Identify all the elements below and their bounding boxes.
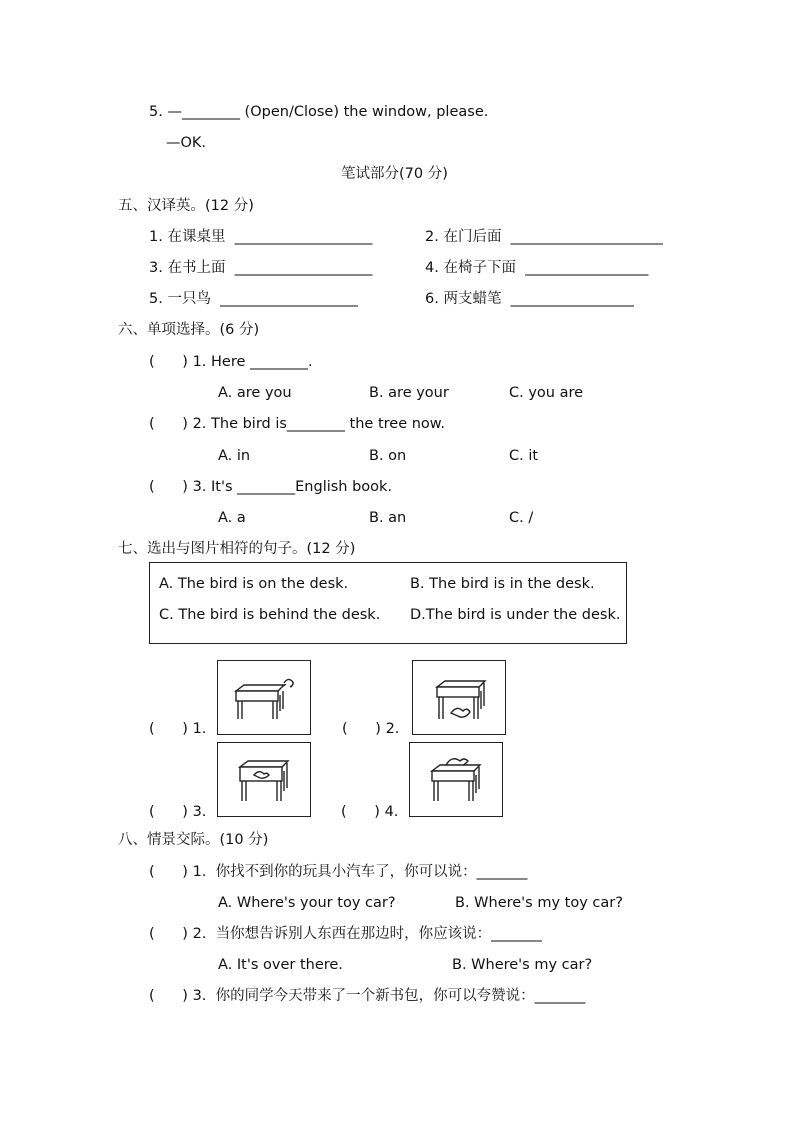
- written-part-title: 笔试部分(70 分): [341, 166, 448, 182]
- section8-q2-option-a: A. It's over there.: [218, 957, 343, 973]
- bird-under-desk-picture: [412, 660, 506, 735]
- section6-q1-stem: ( ) 1. Here ________.: [149, 354, 313, 370]
- q5-line2: —OK.: [166, 135, 207, 151]
- bird-on-desk-picture: [409, 742, 503, 817]
- section7-option-c: C. The bird is behind the desk.: [159, 607, 381, 623]
- section6-q2-option-a: A. in: [218, 448, 251, 464]
- section7-answer-2: ( ) 2.: [342, 721, 400, 737]
- section5-item: 4. 在椅子下面 _________________: [425, 260, 649, 276]
- section8-q1-option-a: A. Where's your toy car?: [218, 895, 396, 911]
- section6-q1-option-c: C. you are: [509, 385, 584, 401]
- section6-q3-stem: ( ) 3. It's ________English book.: [149, 479, 393, 495]
- section6-q2-option-c: C. it: [509, 448, 539, 464]
- section8-q2-stem: ( ) 2. 当你想告诉别人东西在那边时，你应该说：_______: [149, 926, 542, 942]
- section6-q3-option-b: B. an: [369, 510, 407, 526]
- section7-answer-1: ( ) 1.: [149, 721, 207, 737]
- section8-q1-option-b: B. Where's my toy car?: [455, 895, 623, 911]
- section7-option-a: A. The bird is on the desk.: [159, 576, 349, 592]
- section6-q1-option-a: A. are you: [218, 385, 292, 401]
- section7-answer-3: ( ) 3.: [149, 804, 207, 820]
- section8-q2-option-b: B. Where's my car?: [452, 957, 593, 973]
- section7-option-b: B. The bird is in the desk.: [410, 576, 595, 592]
- bird-behind-desk-picture: [217, 660, 311, 735]
- section5-item: 3. 在书上面 ___________________: [149, 260, 373, 276]
- section5-item: 6. 两支蜡笔 _________________: [425, 291, 634, 307]
- section8-title: 八、情景交际。(10 分): [118, 832, 269, 848]
- section5-title: 五、汉译英。(12 分): [118, 198, 254, 214]
- section7-option-d: D.The bird is under the desk.: [410, 607, 621, 623]
- bird-in-desk-picture: [217, 742, 311, 817]
- section8-q1-stem: ( ) 1. 你找不到你的玩具小汽车了，你可以说：_______: [149, 864, 528, 880]
- section7-answer-4: ( ) 4.: [341, 804, 399, 820]
- section8-q3-stem: ( ) 3. 你的同学今天带来了一个新书包，你可以夸赞说：_______: [149, 988, 586, 1004]
- section6-q3-option-c: C. /: [509, 510, 534, 526]
- section5-item: 5. 一只鸟 ___________________: [149, 291, 358, 307]
- section6-title: 六、单项选择。(6 分): [118, 322, 260, 338]
- section6-q2-option-b: B. on: [369, 448, 407, 464]
- section6-q2-stem: ( ) 2. The bird is________ the tree now.: [149, 416, 445, 432]
- section5-item: 1. 在课桌里 ___________________: [149, 229, 373, 245]
- section5-item: 2. 在门后面 _____________________: [425, 229, 663, 245]
- section7-title: 七、选出与图片相符的句子。(12 分): [118, 541, 356, 557]
- section6-q3-option-a: A. a: [218, 510, 246, 526]
- q5-line1: 5. —________ (Open/Close) the window, please.: [149, 104, 489, 120]
- section6-q1-option-b: B. are your: [369, 385, 449, 401]
